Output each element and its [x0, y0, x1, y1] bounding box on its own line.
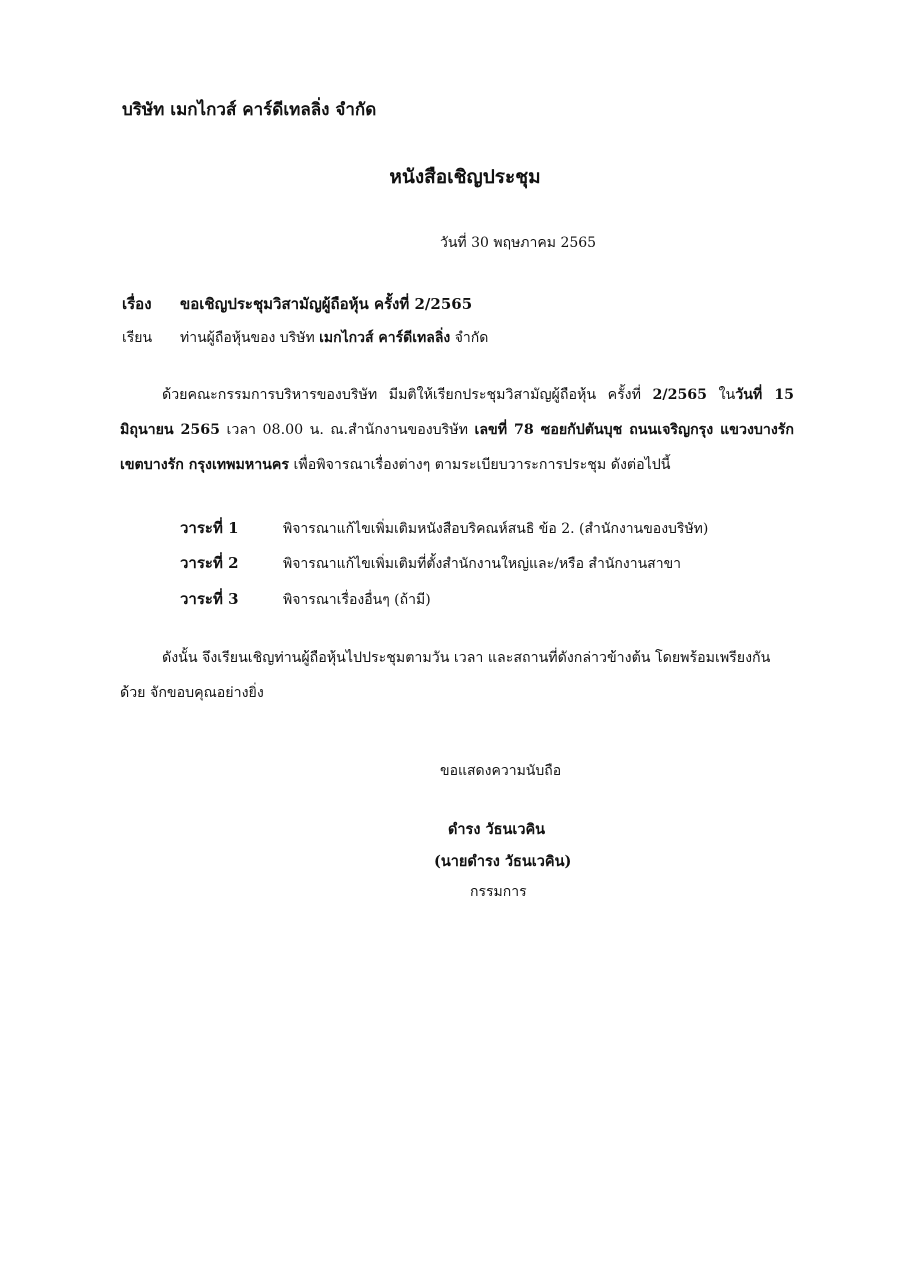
agenda-item: [180, 551, 681, 575]
signatory-name: (นายดำรง วัธนเวคิน): [434, 853, 572, 870]
closing-paragraph: ดังนั้น จึงเรียนเชิญท่านผู้ถือหุ้นไปประชุมตามวัน เวลา และสถานที่ดังกล่าวข้างต้น โดยพร้อมเพรียงกันด้วย จักขอบคุณอย่างยิ่ง: [120, 650, 771, 701]
subject-row: [122, 292, 472, 316]
company-name: บริษัท เมกไกวส์ คาร์ดีเทลลิ่ง จำกัด: [122, 100, 377, 120]
agenda-text: พิจารณาเรื่องอื่นๆ (ถ้ามี): [283, 592, 431, 608]
meeting-number: 2/2565: [652, 387, 708, 403]
subject-label: เรื่อง: [122, 295, 152, 313]
signatory-position: กรรมการ: [470, 884, 527, 900]
agenda-item: [180, 587, 431, 611]
closing-salutation: ขอแสดงความนับถือ: [440, 763, 562, 779]
body-text-3: เวลา 08.00 น. ณ.สำนักงานของบริษัท: [220, 422, 475, 438]
document-date: วันที่ 30 พฤษภาคม 2565: [440, 235, 597, 251]
signature: ดำรง วัธนเวคิน: [448, 821, 546, 838]
recipient-label: เรียน: [122, 330, 153, 346]
body-text-1: ด้วยคณะกรรมการบริหารของบริษัท มีมติให้เรียกประชุมวิสามัญผู้ถือหุ้น ครั้งที่: [162, 387, 653, 403]
agenda-item: [180, 516, 708, 540]
agenda-number: วาระที่ 2: [180, 554, 239, 572]
subject-text: ขอเชิญประชุมวิสามัญผู้ถือหุ้น ครั้งที่ 2/2565: [180, 295, 473, 313]
document-title: หนังสือเชิญประชุม: [389, 166, 541, 188]
meeting-address: เลขที่ 78 ซอยกัปตันบุช ถนนเจริญกรุง แขวงบางรัก เขตบางรัก กรุงเทพมหานคร: [120, 422, 794, 473]
recipient-prefix: ท่านผู้ถือหุ้นของ บริษัท: [180, 330, 320, 346]
agenda-number: วาระที่ 1: [180, 519, 239, 537]
agenda-number: วาระที่ 3: [180, 590, 239, 608]
meeting-date: วันที่ 15 มิถุนายน 2565: [120, 387, 794, 438]
body-text-2: ใน: [707, 387, 736, 403]
recipient-suffix: จำกัด: [450, 330, 489, 346]
recipient-company: เมกไกวส์ คาร์ดีเทลลิ่ง: [319, 330, 451, 346]
recipient-row: [122, 327, 488, 349]
invitation-paragraph: [120, 378, 794, 483]
agenda-text: พิจารณาแก้ไขเพิ่มเติมหนังสือบริคณห์สนธิ ข้อ 2. (สำนักงานของบริษัท): [283, 521, 709, 537]
body-text-4: เพื่อพิจารณาเรื่องต่างๆ ตามระเบียบวาระการประชุม ดังต่อไปนี้: [288, 457, 671, 473]
agenda-text: พิจารณาแก้ไขเพิ่มเติมที่ตั้งสำนักงานใหญ่และ/หรือ สำนักงานสาขา: [283, 556, 681, 572]
